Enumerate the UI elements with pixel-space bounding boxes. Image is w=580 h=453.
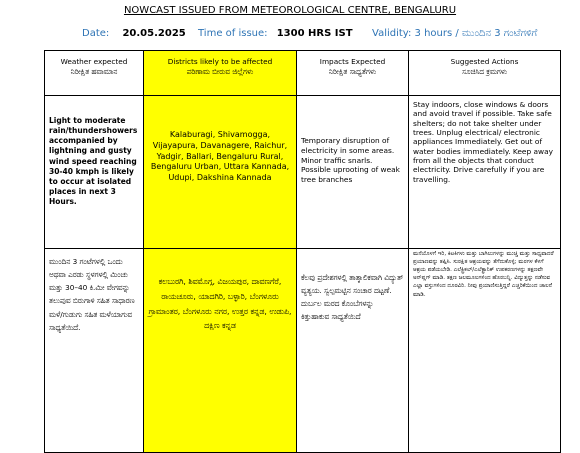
header-impacts-kn: ನಿರೀಕ್ಷಿತ ಸಾಧ್ಯತೆಗಳು [328, 66, 377, 76]
time-value: 1300 HRS IST [276, 28, 353, 39]
districts-kn: ಕಲಬುರಗಿ, ಶಿವಮೊಗ್ಗ, ವಿಜಯಪುರ, ದಾವಣಗೆರೆ, ರಾಯಚೂರು, ಯಾದಗಿರಿ, ಬಳ್ಳಾರಿ, ಬೆಂಗಳೂರು ಗ್ರಾಮಾಂತರ, ಬೆಂಗಳೂರು ನಗರ, ಉತ್ತರ ಕನ್ನಡ, ಉಡುಪಿ, ದಕ್ಷಿಣ ಕನ್ನಡ [144, 249, 297, 453]
header-impacts [297, 51, 409, 96]
nowcast-table [44, 50, 561, 453]
date-value: 20.05.2025 [122, 28, 186, 39]
header-actions [409, 51, 561, 96]
impacts-kn: ಕೆಲವು ಪ್ರದೇಶಗಳಲ್ಲಿ ತಾತ್ಕಾಲಿಕವಾಗಿ ವಿದ್ಯುತ್ ವ್ಯತ್ಯಯ. ಸ್ವಲ್ಪಮಟ್ಟಿನ ಸಂಚಾರ ದಟ್ಟಣೆ. ದುರ್ಬಲ ಮರದ ಕೊಂಬೆಗಳನ್ನು ಕಿತ್ತುಹಾಕುವ ಸಾಧ್ಯತೆಯಿದೆ [297, 249, 409, 453]
header-districts-en: Districts likely to be affected [167, 57, 273, 66]
header-actions-en: Suggested Actions [450, 57, 519, 66]
table-row-english [45, 96, 561, 249]
header-weather-en: Weather expected [60, 57, 128, 66]
issue-date [82, 28, 186, 39]
districts-en: Kalaburagi, Shivamogga, Vijayapura, Davanagere, Raichur, Yadgir, Ballari, Bengaluru Rural, Bengaluru Urban, Uttara Kannada, Udupi, Dakshina Kannada [144, 96, 297, 249]
date-label: Date: [82, 28, 110, 39]
impacts-en: Temporary disruption of electricity in some areas. Minor traffic snarls. Possible uprooting of weak tree branches [297, 96, 409, 249]
page-title: NOWCAST ISSUED FROM METEOROLOGICAL CENTRE, BENGALURU [123, 5, 457, 16]
table-row-kannada [45, 249, 561, 453]
actions-en: Stay indoors, close windows & doors and avoid travel if possible. Take safe shelters; do not take shelter under trees. Unplug electrical/ electronic appliances Immediately. Get out of water bodies immediately. Keep away from all the objects that conduct electricity. Drive carefully if you are travelling. [409, 96, 561, 249]
header-districts-kn: ಪರಿಣಾಮ ಬೀರುವ ಜಿಲ್ಲೆಗಳು [186, 66, 254, 76]
validity [372, 28, 537, 39]
header-actions-kn: ಸೂಚಿಸಿದ ಕ್ರಮಗಳು [461, 66, 508, 76]
weather-expected-kn: ಮುಂದಿನ 3 ಗಂಟೆಗಳಲ್ಲಿ ಒಂದು ಅಥವಾ ಎರಡು ಸ್ಥಳಗಳಲ್ಲಿ ಮಿಂಚು ಮತ್ತು 30–40 ಕಿ.ಮೀ ವೇಗವನ್ನು ತಲುಪುವ ಬಿರುಗಾಳಿ ಸಹಿತ ಸಾಧಾರಣ ಮಳೆ/ಗುಡುಗು ಸಹಿತ ಮಳೆಯಾಗುವ ಸಾಧ್ಯತೆಯಿದೆ. [45, 249, 144, 453]
weather-expected-en: Light to moderate rain/thundershowers accompanied by lightning and gusty wind speed reaching 30-40 kmph is likely to occur at isolated places in next 3 Hours. [45, 96, 144, 249]
time-label: Time of issue: [198, 28, 268, 39]
issue-time [198, 28, 353, 39]
actions-kn: ಮನೆಯೊಳಗೆ ಇರಿ, ಕಿಟಕಿಗಳು ಮತ್ತು ಬಾಗಿಲುಗಳನ್ನು ಮುಚ್ಚಿ ಮತ್ತು ಸಾಧ್ಯವಾದರೆ ಪ್ರಯಾಣವನ್ನು ತಪ್ಪಿಸಿ. ಸುರಕ್ಷಿತ ಆಶ್ರಯವನ್ನು ತೆಗೆದುಕೊಳ್ಳಿ; ಮರಗಳ ಕೆಳಗೆ ಆಶ್ರಯ ಪಡೆಯಬೇಡಿ. ಎಲೆಕ್ಟ್ರಿಕಲ್/ಎಲೆಕ್ಟ್ರಾನಿಕ್ ಉಪಕರಣಗಳನ್ನು ತಕ್ಷಣವೇ ಅನ್‌ಪ್ಲಗ್ ಮಾಡಿ. ತಕ್ಷಣ ಜಲಮೂಲಗಳಿಂದ ಹೊರಬನ್ನಿ. ವಿದ್ಯುತ್ತನ್ನು ನಡೆಸುವ ಎಲ್ಲಾ ವಸ್ತುಗಳಿಂದ ದೂರವಿರಿ. ನೀವು ಪ್ರಯಾಣಿಸುತ್ತಿದ್ದರೆ ಎಚ್ಚರಿಕೆಯಿಂದ ಚಾಲನೆ ಮಾಡಿ. [409, 249, 561, 453]
validity-text: Validity: 3 hours / ಮುಂದಿನ 3 ಗಂಟೆಗಳಿಗೆ [372, 28, 538, 39]
header-weather [45, 51, 144, 96]
table-header-row [45, 51, 561, 96]
header-districts [144, 51, 297, 96]
header-weather-kn: ನಿರೀಕ್ಷಿತ ಹವಾಮಾನ [70, 66, 118, 76]
header-impacts-en: Impacts Expected [319, 57, 386, 66]
